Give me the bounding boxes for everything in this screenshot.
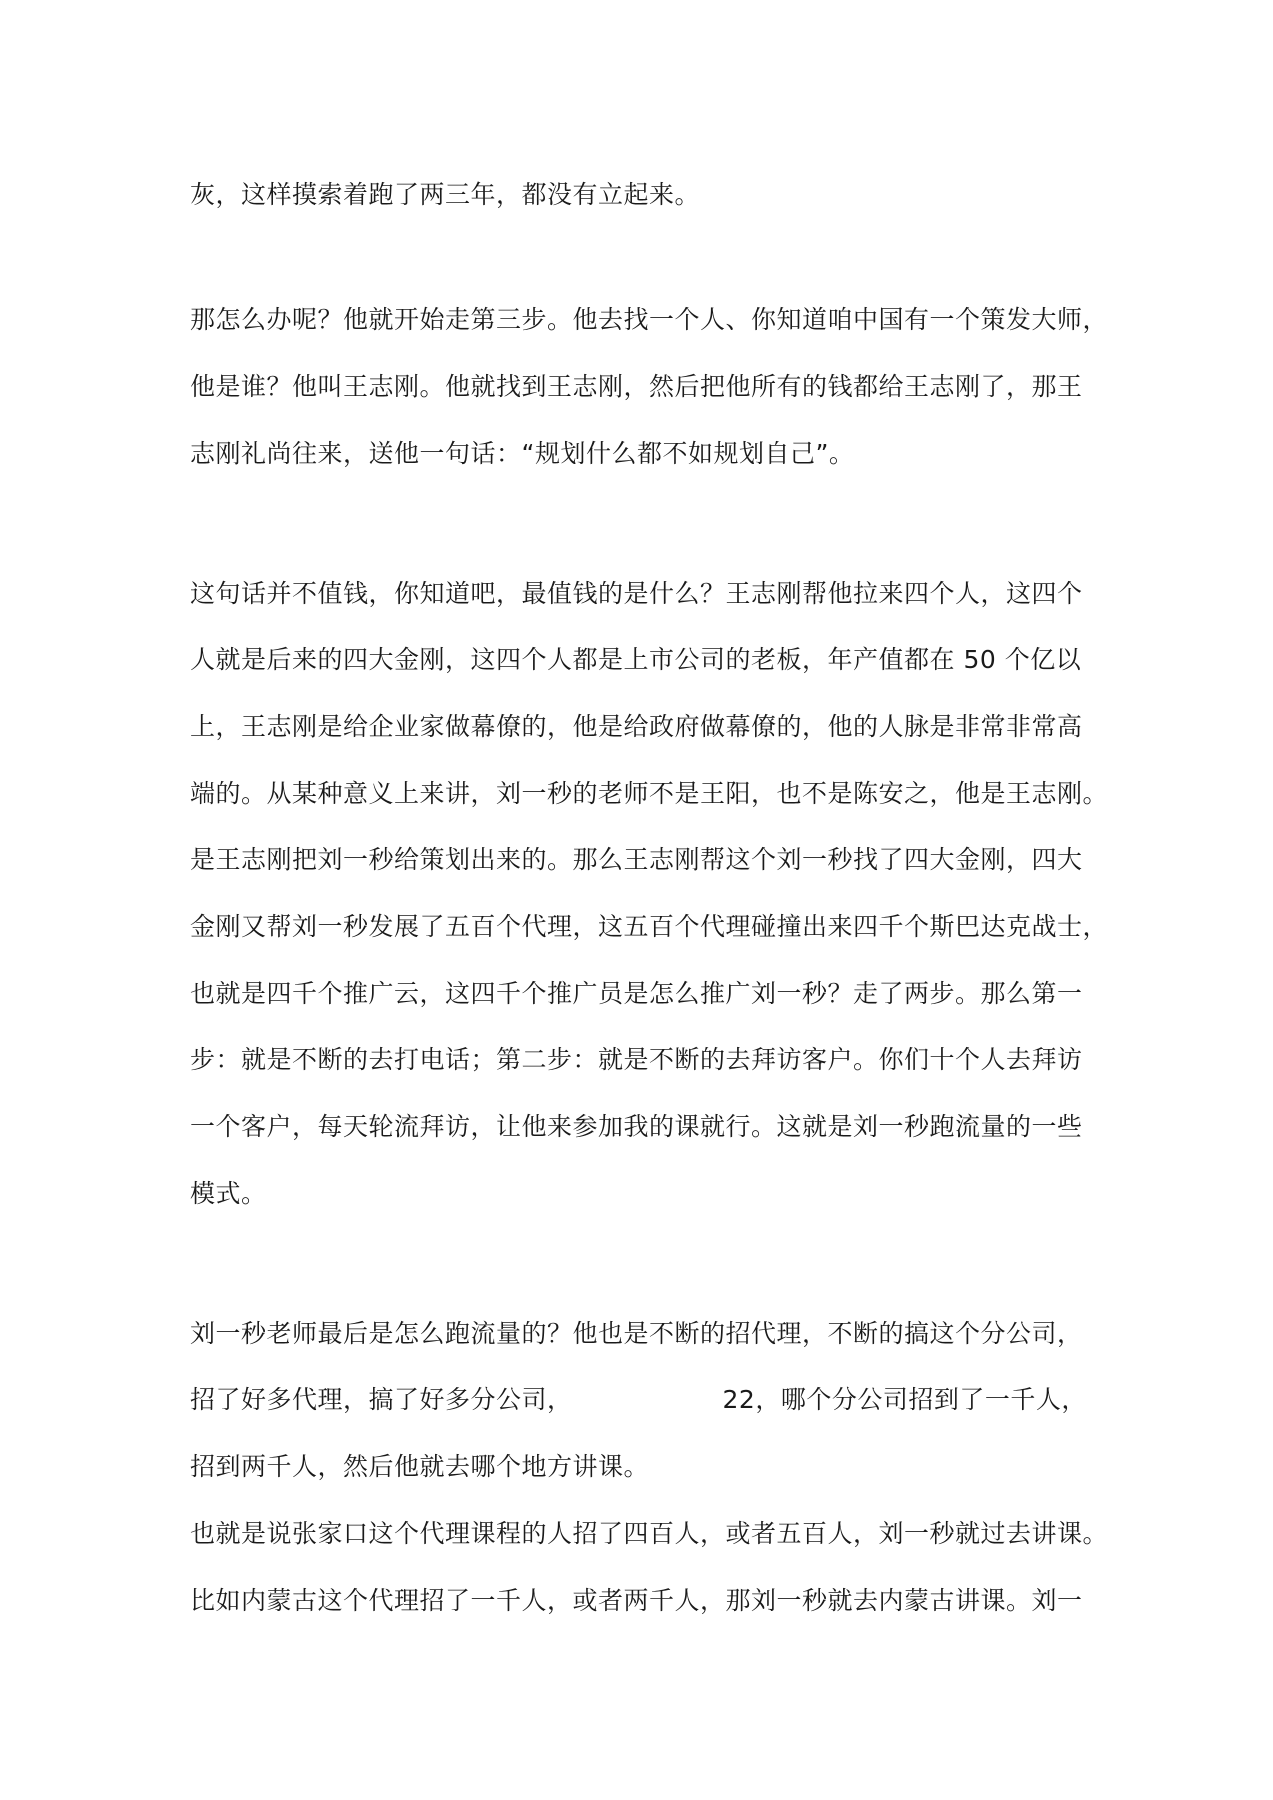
- paragraph-5-line-1: 也就是说张家口这个代理课程的人招了四百人，或者五百人，刘一秒就过去讲课。: [190, 1519, 1109, 1548]
- paragraph-4-line-3: 招到两千人，然后他就去哪个地方讲课。: [190, 1452, 650, 1481]
- paragraph-3-line-3: 上，王志刚是给企业家做幕僚的，他是给政府做幕僚的，他的人脉是非常非常高: [190, 712, 1083, 741]
- paragraph-2-line-3: 志刚礼尚往来，送他一句话：“规划什么都不如规划自己”。: [190, 439, 855, 468]
- paragraph-1-line-1: 灰，这样摸索着跑了两三年，都没有立起来。: [190, 180, 701, 209]
- paragraph-3-line-5: 是王志刚把刘一秒给策划出来的。那么王志刚帮这个刘一秒找了四大金刚，四大: [190, 845, 1083, 874]
- paragraph-3-line-2: 人就是后来的四大金刚，这四个人都是上市公司的老板，年产值都在 50 个亿以: [190, 645, 1082, 674]
- paragraph-4-line-1: 刘一秒老师最后是怎么跑流量的？他也是不断的招代理，不断的搞这个分公司，: [190, 1319, 1083, 1348]
- paragraph-2-line-1: 那怎么办呢？他就开始走第三步。他去找一个人、你知道咱中国有一个策发大师，: [190, 305, 1109, 334]
- paragraph-3-line-8: 步：就是不断的去打电话；第二步：就是不断的去拜访客户。你们十个人去拜访: [190, 1045, 1083, 1074]
- paragraph-3-line-9: 一个客户，每天轮流拜访，让他来参加我的课就行。这就是刘一秒跑流量的一些: [190, 1112, 1083, 1141]
- paragraph-4-line-2: [190, 1383, 1087, 1417]
- paragraph-3-line-1: 这句话并不值钱，你知道吧，最值钱的是什么？王志刚帮他拉来四个人，这四个: [190, 579, 1083, 608]
- paragraph-4-inline-number: 22，哪个分公司招到了一千人，: [722, 1385, 1087, 1414]
- paragraph-5-line-2: 比如内蒙古这个代理招了一千人，或者两千人，那刘一秒就去内蒙古讲课。刘一: [190, 1586, 1083, 1615]
- paragraph-4-line-2-text: 招了好多代理，搞了好多分公司，: [190, 1385, 573, 1414]
- paragraph-3-line-7: 也就是四千个推广云，这四千个推广员是怎么推广刘一秒？走了两步。那么第一: [190, 979, 1083, 1008]
- paragraph-3-line-4: 端的。从某种意义上来讲，刘一秒的老师不是王阳，也不是陈安之，他是王志刚。: [190, 779, 1109, 808]
- paragraph-2-line-2: 他是谁？他叫王志刚。他就找到王志刚，然后把他所有的钱都给王志刚了，那王: [190, 372, 1083, 401]
- paragraph-3-line-6: 金刚又帮刘一秒发展了五百个代理，这五百个代理碰撞出来四千个斯巴达克战士，: [190, 912, 1109, 941]
- paragraph-3-line-10: 模式。: [190, 1179, 267, 1208]
